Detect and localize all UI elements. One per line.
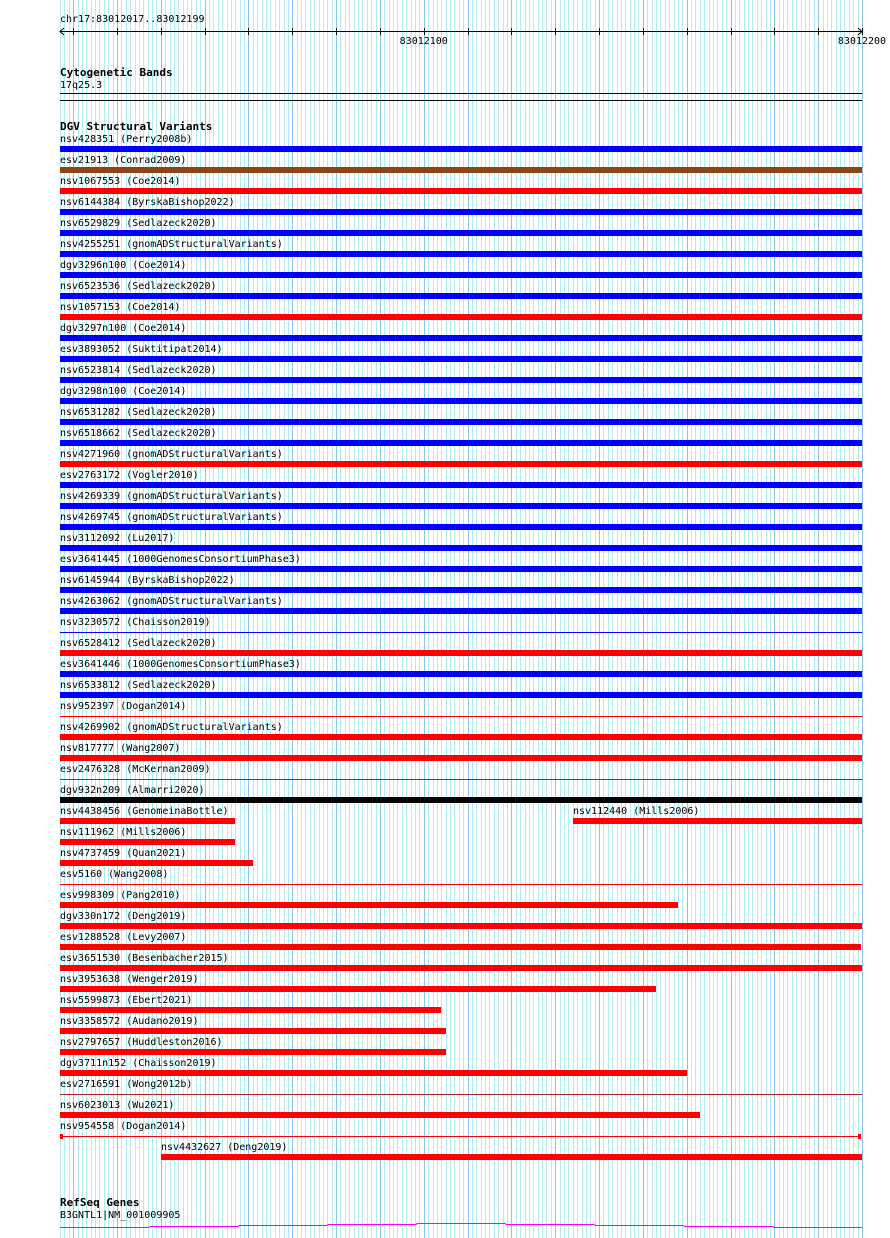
variant-bar[interactable] xyxy=(60,1070,687,1076)
variant-label[interactable]: dgv932n209 (Almarri2020) xyxy=(60,785,205,796)
variant-bar[interactable] xyxy=(60,1049,446,1055)
variant-label[interactable]: esv2476328 (McKernan2009) xyxy=(60,764,211,775)
variant-bar[interactable] xyxy=(60,440,862,446)
variant-bar[interactable] xyxy=(60,944,861,950)
location-label: chr17:83012017..83012199 xyxy=(60,14,205,25)
variant-label[interactable]: nsv6529829 (Sedlazeck2020) xyxy=(60,218,217,229)
variant-line[interactable] xyxy=(60,779,862,780)
variant-bar[interactable] xyxy=(60,671,862,677)
variant-label[interactable]: nsv4269745 (gnomADStructuralVariants) xyxy=(60,512,283,523)
variant-label[interactable]: nsv952397 (Dogan2014) xyxy=(60,701,187,712)
variant-label[interactable]: esv3651530 (Besenbacher2015) xyxy=(60,953,229,964)
variant-label[interactable]: dgv3297n100 (Coe2014) xyxy=(60,323,187,334)
cytoband-line-top xyxy=(60,93,862,94)
variant-label[interactable]: nsv2797657 (Huddleston2016) xyxy=(60,1037,223,1048)
variant-label[interactable]: nsv6533812 (Sedlazeck2020) xyxy=(60,680,217,691)
variant-label[interactable]: esv2716591 (Wong2012b) xyxy=(60,1079,193,1090)
variant-bar[interactable] xyxy=(60,1007,441,1013)
variant-line[interactable] xyxy=(60,1136,861,1137)
variant-label[interactable]: dgv330n172 (Deng2019) xyxy=(60,911,187,922)
variant-bar[interactable] xyxy=(60,755,862,761)
variant-label[interactable]: esv998309 (Pang2010) xyxy=(60,890,181,901)
gene-label[interactable]: B3GNTL1|NM_001009905 xyxy=(60,1210,181,1221)
ruler-tick-label: 83012200 xyxy=(837,36,887,47)
variant-label[interactable]: dgv3711n152 (Chaisson2019) xyxy=(60,1058,217,1069)
variant-label[interactable]: nsv6144384 (ByrskaBishop2022) xyxy=(60,197,235,208)
variant-bar[interactable] xyxy=(161,1154,862,1160)
variant-label[interactable]: nsv6145944 (ByrskaBishop2022) xyxy=(60,575,235,586)
variant-label[interactable]: nsv4269339 (gnomADStructuralVariants) xyxy=(60,491,283,502)
variant-bar[interactable] xyxy=(60,566,862,572)
variant-label[interactable]: esv3893052 (Suktitipat2014) xyxy=(60,344,223,355)
variant-bar[interactable] xyxy=(60,839,235,845)
variant-bar[interactable] xyxy=(60,461,862,467)
cytoband-track-title: Cytogenetic Bands xyxy=(60,66,173,79)
variant-bar[interactable] xyxy=(60,503,862,509)
variant-bar[interactable] xyxy=(60,986,656,992)
gene-model[interactable] xyxy=(0,1218,890,1232)
variant-label[interactable]: esv5160 (Wang2008) xyxy=(60,869,169,880)
variant-label[interactable]: nsv4432627 (Deng2019) xyxy=(161,1142,288,1153)
cytoband-line-bottom xyxy=(60,100,862,101)
variant-label[interactable]: nsv954558 (Dogan2014) xyxy=(60,1121,187,1132)
variant-bar[interactable] xyxy=(60,377,862,383)
variant-line[interactable] xyxy=(60,884,862,885)
variant-bar[interactable] xyxy=(60,692,862,698)
variant-end-cap xyxy=(858,1134,861,1139)
variant-label[interactable]: esv21913 (Conrad2009) xyxy=(60,155,187,166)
variant-bar[interactable] xyxy=(60,860,253,866)
variant-label[interactable]: nsv6531282 (Sedlazeck2020) xyxy=(60,407,217,418)
variant-line[interactable] xyxy=(60,1094,862,1095)
variant-bar[interactable] xyxy=(60,545,862,551)
variant-bar[interactable] xyxy=(60,272,862,278)
variant-label[interactable]: nsv3112092 (Lu2017) xyxy=(60,533,175,544)
variant-bar[interactable] xyxy=(60,335,862,341)
ruler[interactable] xyxy=(0,20,890,50)
variant-bar[interactable] xyxy=(60,587,862,593)
variant-bar[interactable] xyxy=(60,230,862,236)
variant-label[interactable]: esv2763172 (Vogler2010) xyxy=(60,470,199,481)
variant-line[interactable] xyxy=(60,632,862,633)
cytoband-label[interactable]: 17q25.3 xyxy=(60,80,103,91)
variant-label[interactable]: nsv4269902 (gnomADStructuralVariants) xyxy=(60,722,283,733)
variant-bar[interactable] xyxy=(60,608,862,614)
variant-bar[interactable] xyxy=(60,902,678,908)
variant-bar[interactable] xyxy=(573,818,862,824)
variant-label[interactable]: nsv4737459 (Quan2021) xyxy=(60,848,187,859)
variant-bar[interactable] xyxy=(60,188,862,194)
ruler-tick-label: 83012100 xyxy=(399,36,448,47)
variant-label[interactable]: esv3641445 (1000GenomesConsortiumPhase3) xyxy=(60,554,301,565)
variant-bar[interactable] xyxy=(60,356,862,362)
variant-end-cap xyxy=(60,1134,63,1139)
dgv-track-title: DGV Structural Variants xyxy=(60,120,213,133)
variant-label[interactable]: dgv3298n100 (Coe2014) xyxy=(60,386,187,397)
variant-label[interactable]: nsv4271960 (gnomADStructuralVariants) xyxy=(60,449,283,460)
variant-bar[interactable] xyxy=(60,146,862,152)
variant-bar[interactable] xyxy=(60,650,862,656)
variant-label[interactable]: nsv5599873 (Ebert2021) xyxy=(60,995,193,1006)
variant-label[interactable]: nsv6528412 (Sedlazeck2020) xyxy=(60,638,217,649)
variant-label[interactable]: nsv1067553 (Coe2014) xyxy=(60,176,181,187)
variant-bar[interactable] xyxy=(60,818,235,824)
variant-bar[interactable] xyxy=(60,293,862,299)
variant-label[interactable]: nsv4263062 (gnomADStructuralVariants) xyxy=(60,596,283,607)
variant-bar[interactable] xyxy=(60,209,862,215)
variant-label[interactable]: esv3641446 (1000GenomesConsortiumPhase3) xyxy=(60,659,301,670)
variant-bar[interactable] xyxy=(60,482,862,488)
variant-bar[interactable] xyxy=(60,1028,446,1034)
refseq-track-title: RefSeq Genes xyxy=(60,1196,140,1209)
variant-bar[interactable] xyxy=(60,923,862,929)
variant-label[interactable]: nsv3953638 (Wenger2019) xyxy=(60,974,199,985)
variant-label[interactable]: nsv4255251 (gnomADStructuralVariants) xyxy=(60,239,283,250)
variant-label[interactable]: nsv817777 (Wang2007) xyxy=(60,743,181,754)
variant-label[interactable]: nsv1057153 (Coe2014) xyxy=(60,302,181,313)
variant-label[interactable]: nsv6523814 (Sedlazeck2020) xyxy=(60,365,217,376)
variant-label[interactable]: nsv111962 (Mills2006) xyxy=(60,827,187,838)
variant-bar[interactable] xyxy=(60,734,862,740)
variant-bar[interactable] xyxy=(60,314,862,320)
variant-label[interactable]: nsv6523536 (Sedlazeck2020) xyxy=(60,281,217,292)
variant-bar[interactable] xyxy=(60,524,862,530)
variant-bar[interactable] xyxy=(60,419,862,425)
variant-bar[interactable] xyxy=(60,167,862,173)
variant-label[interactable]: nsv428351 (Perry2008b) xyxy=(60,134,193,145)
variant-bar[interactable] xyxy=(60,965,862,971)
variant-label[interactable]: nsv3230572 (Chaisson2019) xyxy=(60,617,211,628)
variant-line[interactable] xyxy=(60,716,862,717)
variant-label[interactable]: esv1288528 (Levy2007) xyxy=(60,932,187,943)
variant-label[interactable]: nsv4438456 (GenomeinaBottle) xyxy=(60,806,229,817)
variant-bar[interactable] xyxy=(60,797,862,803)
variant-bar[interactable] xyxy=(60,398,862,404)
variant-label[interactable]: nsv112440 (Mills2006) xyxy=(573,806,700,817)
variant-label[interactable]: nsv3358572 (Audano2019) xyxy=(60,1016,199,1027)
variant-bar[interactable] xyxy=(60,251,862,257)
variant-bar[interactable] xyxy=(60,1112,700,1118)
variant-label[interactable]: nsv6518662 (Sedlazeck2020) xyxy=(60,428,217,439)
variant-label[interactable]: dgv3296n100 (Coe2014) xyxy=(60,260,187,271)
variant-label[interactable]: nsv6023013 (Wu2021) xyxy=(60,1100,175,1111)
